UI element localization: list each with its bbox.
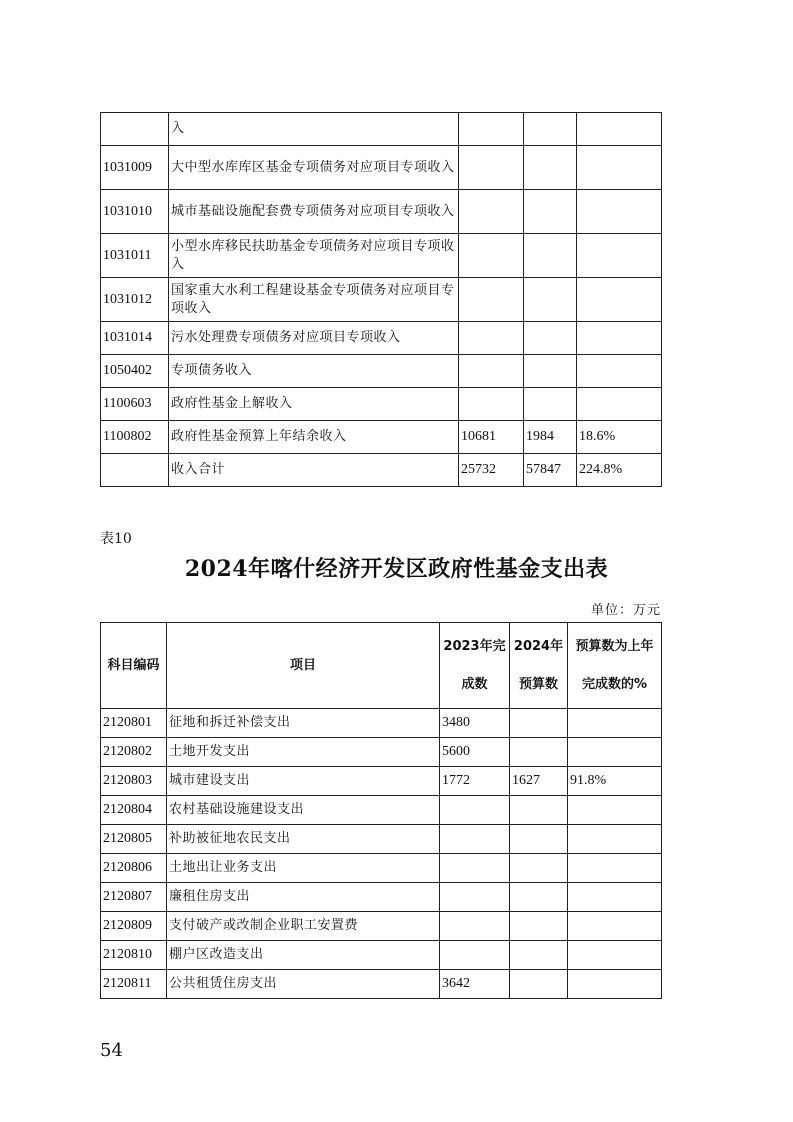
- table-row: [101, 113, 662, 146]
- item-cell: 政府性基金预算上年结余收入: [169, 421, 459, 454]
- table-row: [101, 355, 662, 388]
- table-row: [101, 322, 662, 355]
- value-2023-cell: [440, 854, 510, 883]
- value-2023-cell: [459, 388, 524, 421]
- value-2024-cell: 1627: [510, 767, 568, 796]
- item-cell: 收入合计: [169, 454, 459, 487]
- percent-cell: [568, 709, 662, 738]
- code-cell: [101, 454, 169, 487]
- code-cell: 1031011: [101, 234, 169, 278]
- table-row: [101, 854, 662, 883]
- value-2023-cell: 1772: [440, 767, 510, 796]
- percent-cell: 224.8%: [577, 454, 662, 487]
- item-cell: 农村基础设施建设支出: [167, 796, 440, 825]
- value-2023-cell: 10681: [459, 421, 524, 454]
- header-percent-line1: 预算数为上年: [575, 638, 654, 654]
- value-2023-cell: [459, 146, 524, 190]
- code-cell: 2120809: [101, 912, 167, 941]
- percent-cell: [568, 941, 662, 970]
- value-2024-cell: [524, 322, 577, 355]
- percent-cell: [568, 912, 662, 941]
- percent-cell: [577, 322, 662, 355]
- percent-cell: [577, 278, 662, 322]
- table-label: 表10: [100, 531, 132, 547]
- table-row: [101, 738, 662, 767]
- unit-label: 单位：万元: [590, 603, 661, 618]
- value-2023-cell: [459, 355, 524, 388]
- percent-cell: [577, 113, 662, 146]
- item-cell: 国家重大水利工程建设基金专项债务对应项目专项收入: [169, 278, 459, 322]
- page-number: 54: [100, 1040, 123, 1061]
- value-2023-cell: [459, 113, 524, 146]
- table-row: [101, 234, 662, 278]
- percent-cell: [568, 883, 662, 912]
- code-cell: [101, 113, 169, 146]
- percent-cell: [568, 854, 662, 883]
- page-title: 2024年喀什经济开发区政府性基金支出表: [184, 556, 609, 582]
- code-cell: 1100802: [101, 421, 169, 454]
- item-cell: 小型水库移民扶助基金专项债务对应项目专项收入: [169, 234, 459, 278]
- table-row: [101, 941, 662, 970]
- code-cell: 1031009: [101, 146, 169, 190]
- value-2023-cell: 5600: [440, 738, 510, 767]
- percent-cell: [577, 190, 662, 234]
- table-row: [101, 796, 662, 825]
- item-cell: 征地和拆迁补偿支出: [167, 709, 440, 738]
- value-2023-cell: 25732: [459, 454, 524, 487]
- header-2023-line2: 成数: [461, 676, 488, 692]
- code-cell: 2120803: [101, 767, 167, 796]
- table-row: [101, 912, 662, 941]
- code-cell: 1050402: [101, 355, 169, 388]
- value-2023-cell: [459, 322, 524, 355]
- table-row: [101, 146, 662, 190]
- item-cell: 污水处理费专项债务对应项目专项收入: [169, 322, 459, 355]
- code-cell: 2120807: [101, 883, 167, 912]
- value-2024-cell: 57847: [524, 454, 577, 487]
- table-row: [101, 970, 662, 999]
- header-percent-line2: 完成数的%: [581, 676, 648, 692]
- code-cell: 1031014: [101, 322, 169, 355]
- value-2023-cell: [440, 796, 510, 825]
- code-cell: 1031012: [101, 278, 169, 322]
- value-2024-cell: [524, 355, 577, 388]
- value-2024-cell: [524, 113, 577, 146]
- code-cell: 2120805: [101, 825, 167, 854]
- code-cell: 2120810: [101, 941, 167, 970]
- percent-cell: [568, 796, 662, 825]
- percent-cell: [577, 146, 662, 190]
- item-cell: 土地出让业务支出: [167, 854, 440, 883]
- percent-cell: [568, 970, 662, 999]
- percent-cell: [577, 234, 662, 278]
- code-cell: 2120801: [101, 709, 167, 738]
- header-2024: [510, 623, 568, 709]
- item-cell: 廉租住房支出: [167, 883, 440, 912]
- table-row: [101, 883, 662, 912]
- value-2024-cell: [510, 941, 568, 970]
- item-cell: 土地开发支出: [167, 738, 440, 767]
- item-cell: 城市建设支出: [167, 767, 440, 796]
- value-2023-cell: [440, 883, 510, 912]
- value-2024-cell: [510, 970, 568, 999]
- value-2024-cell: [510, 825, 568, 854]
- percent-cell: [568, 738, 662, 767]
- percent-cell: [568, 825, 662, 854]
- header-2023-line1: 2023年完: [443, 638, 506, 654]
- table-row: [101, 767, 662, 796]
- value-2024-cell: [524, 234, 577, 278]
- value-2023-cell: [459, 278, 524, 322]
- table-row: [101, 421, 662, 454]
- value-2024-cell: [524, 278, 577, 322]
- table-row: [101, 709, 662, 738]
- percent-cell: 91.8%: [568, 767, 662, 796]
- value-2023-cell: [440, 912, 510, 941]
- table-header-row: [101, 623, 662, 709]
- value-2023-cell: [440, 941, 510, 970]
- code-cell: 2120802: [101, 738, 167, 767]
- value-2023-cell: [440, 825, 510, 854]
- header-code: 科目编码: [101, 623, 167, 709]
- value-2024-cell: [524, 146, 577, 190]
- header-2023: [440, 623, 510, 709]
- table-row: [101, 278, 662, 322]
- percent-cell: [577, 355, 662, 388]
- income-table-continued: [100, 112, 662, 487]
- header-2024-line1: 2024年: [513, 638, 564, 654]
- code-cell: 1031010: [101, 190, 169, 234]
- value-2024-cell: [510, 796, 568, 825]
- value-2023-cell: 3642: [440, 970, 510, 999]
- item-cell: 补助被征地农民支出: [167, 825, 440, 854]
- header-2024-line2: 预算数: [518, 676, 558, 692]
- code-cell: 2120811: [101, 970, 167, 999]
- value-2024-cell: [510, 738, 568, 767]
- value-2023-cell: [459, 190, 524, 234]
- item-cell: 公共租赁住房支出: [167, 970, 440, 999]
- expenditure-table: [100, 622, 662, 999]
- item-cell: 棚户区改造支出: [167, 941, 440, 970]
- value-2024-cell: [510, 709, 568, 738]
- value-2024-cell: [524, 388, 577, 421]
- table-row: [101, 825, 662, 854]
- value-2023-cell: 3480: [440, 709, 510, 738]
- value-2024-cell: [524, 190, 577, 234]
- value-2024-cell: [510, 883, 568, 912]
- value-2024-cell: [510, 912, 568, 941]
- percent-cell: [577, 388, 662, 421]
- value-2024-cell: 1984: [524, 421, 577, 454]
- item-cell: 专项债务收入: [169, 355, 459, 388]
- percent-cell: 18.6%: [577, 421, 662, 454]
- code-cell: 2120806: [101, 854, 167, 883]
- code-cell: 1100603: [101, 388, 169, 421]
- value-2024-cell: [510, 854, 568, 883]
- code-cell: 2120804: [101, 796, 167, 825]
- header-item: 项目: [167, 623, 440, 709]
- header-percent: [568, 623, 662, 709]
- value-2023-cell: [459, 234, 524, 278]
- item-cell: 大中型水库库区基金专项债务对应项目专项收入: [169, 146, 459, 190]
- table-row: [101, 190, 662, 234]
- item-cell: 支付破产或改制企业职工安置费: [167, 912, 440, 941]
- item-cell: 政府性基金上解收入: [169, 388, 459, 421]
- table-row: [101, 388, 662, 421]
- item-cell: 入: [169, 113, 459, 146]
- item-cell: 城市基础设施配套费专项债务对应项目专项收入: [169, 190, 459, 234]
- table-row-total: [101, 454, 662, 487]
